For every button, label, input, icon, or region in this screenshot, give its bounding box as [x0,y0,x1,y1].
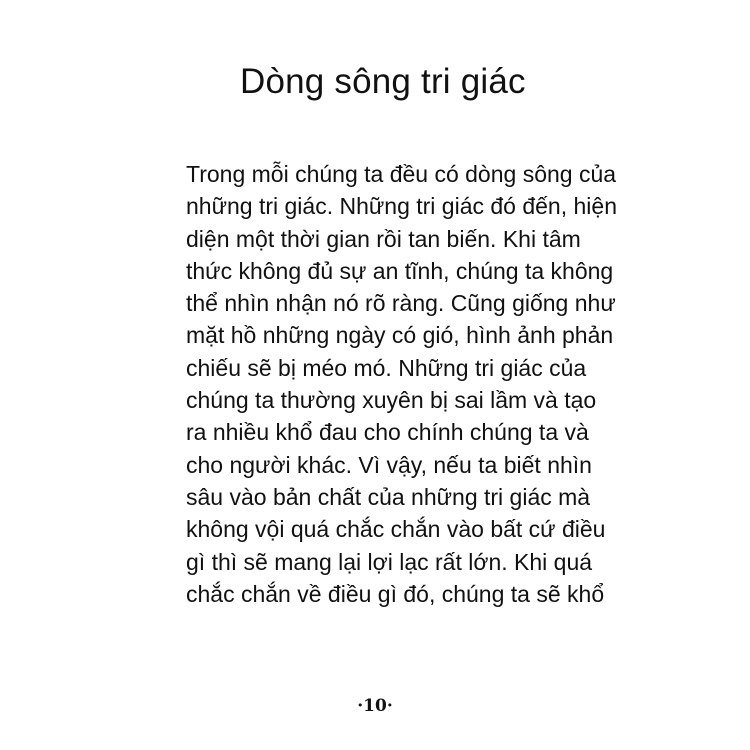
text-line: những tri giác. Những tri giác đó đến, hiện [186,193,617,220]
text-line: chiếu sẽ bị méo mó. Những tri giác của [186,354,587,381]
text-line: không vội quá chắc chắn vào bất cứ điều [186,516,606,543]
text-line: ra nhiều khổ đau cho chính chúng ta và [186,419,589,446]
body-paragraph [186,158,617,610]
text-line: chúng ta thường xuyên bị sai lầm và tạo [186,387,597,414]
text-line: diện một thời gian rồi tan biến. Khi tâm [186,225,581,252]
text-line: thức không đủ sự an tĩnh, chúng ta không [186,257,614,284]
page-title: Dòng sông tri giác [240,62,526,101]
text-line: Trong mỗi chúng ta đều có dòng sông của [186,161,617,187]
text-line: cho người khác. Vì vậy, nếu ta biết nhìn [186,451,592,478]
text-line: thể nhìn nhận nó rõ ràng. Cũng giống như [186,290,616,317]
text-line: gì thì sẽ mang lại lợi lạc rất lớn. Khi quá [186,548,593,575]
text-line: chắc chắn về điều gì đó, chúng ta sẽ khổ [186,580,605,607]
text-line: mặt hồ những ngày có gió, hình ảnh phản [186,322,614,349]
page-number: ·10· [357,696,393,716]
text-line: sâu vào bản chất của những tri giác mà [186,483,591,510]
